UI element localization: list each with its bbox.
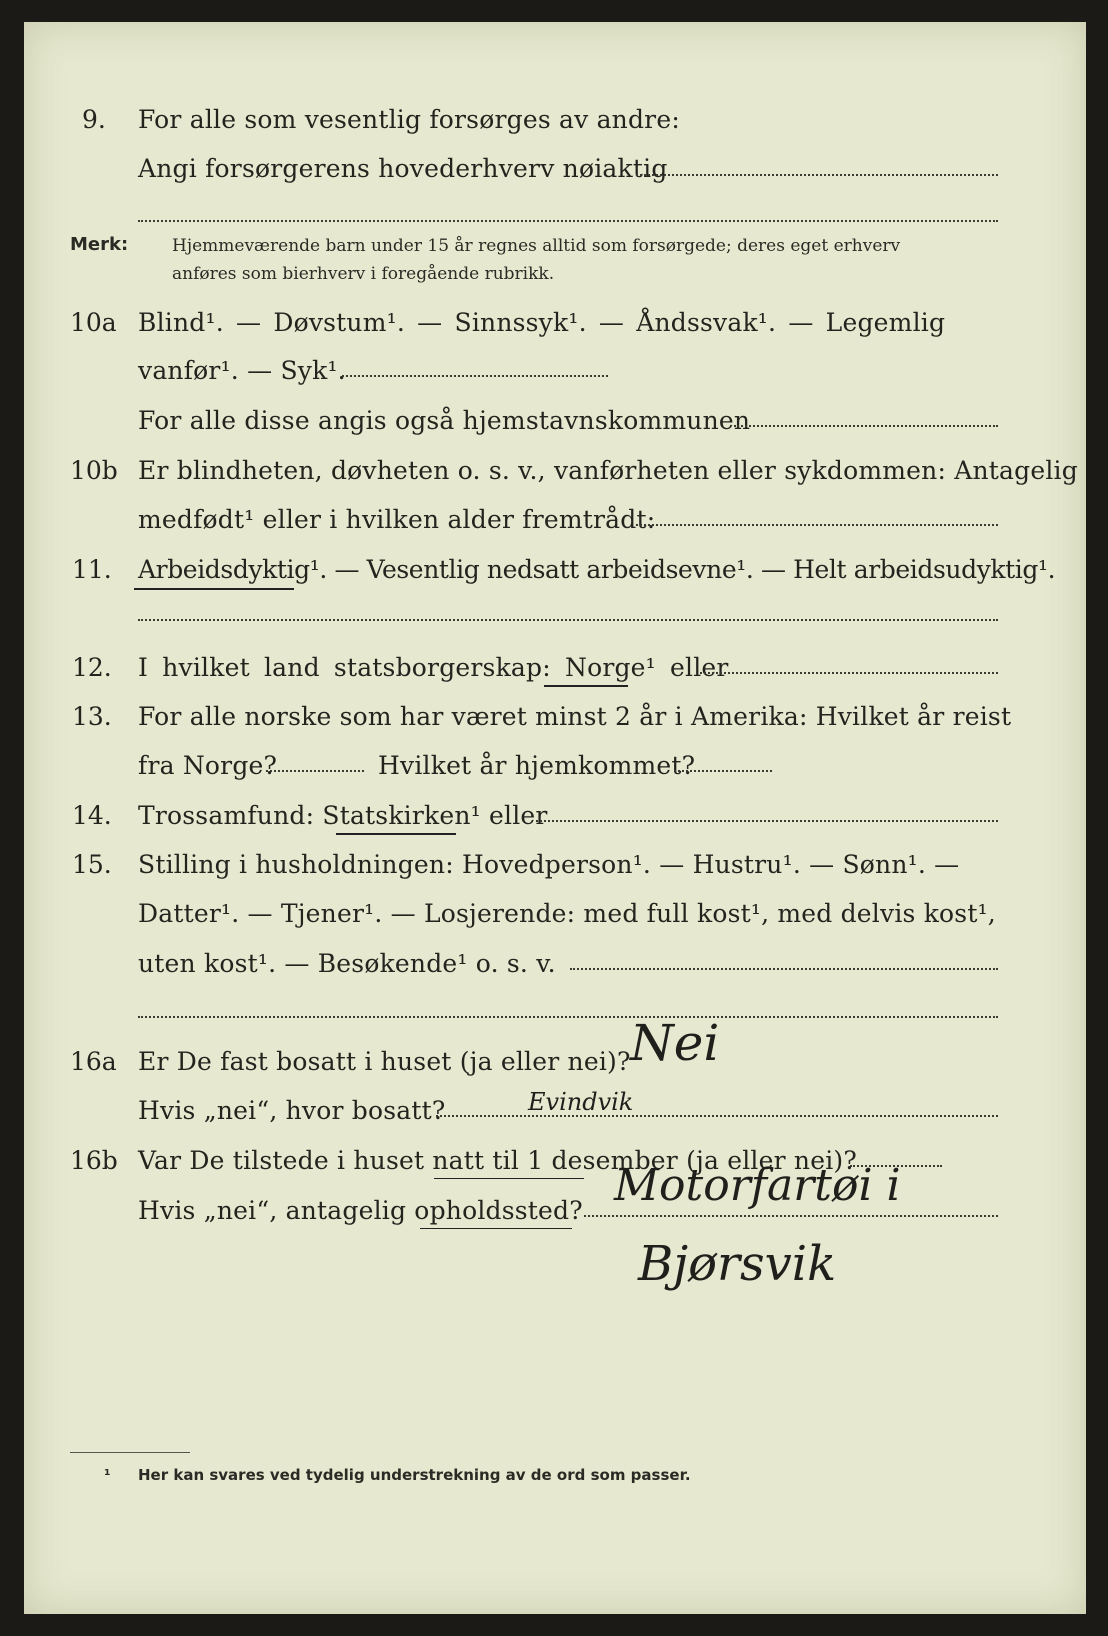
q10b-text-line2: medfødt¹ eller i hvilken alder fremtrådt: <box>138 505 656 534</box>
q10a-text-line3: For alle disse angis også hjemstavnskommunen <box>138 406 751 435</box>
q14-answer-line[interactable] <box>536 820 998 822</box>
q10b-text-line1: Er blindheten, døvheten o. s. v., vanførheten eller sykdommen: Antagelig <box>138 456 1078 485</box>
q16b-handwritten-answer-line2[interactable]: Bjørsvik <box>638 1236 837 1292</box>
q10a-hjemstavn-answer-line[interactable] <box>734 425 998 427</box>
q15-text-line2: Datter¹. — Tjener¹. — Losjerende: med full kost¹, med delvis kost¹, <box>138 899 996 928</box>
q9-text-line2: Angi forsørgerens hovederhverv nøiaktig <box>138 154 668 183</box>
q13-text-line2a: fra Norge? <box>138 751 278 780</box>
q13-text-line1: For alle norske som har været minst 2 år i Amerika: Hvilket år reist <box>138 702 1012 731</box>
q13-reist-answer-line[interactable] <box>266 770 364 772</box>
footnote-text: Her kan svares ved tydelig understrekning av de ord som passer. <box>138 1466 691 1484</box>
q16a-text-line2: Hvis „nei“, hvor bosatt? <box>138 1096 446 1125</box>
q16a-text-line1: Er De fast bosatt i huset (ja eller nei)? <box>138 1047 631 1076</box>
q10b-number: 10b <box>70 456 118 485</box>
q14-underline-mark <box>336 833 456 835</box>
q16a-handwritten-answer[interactable]: Nei <box>630 1014 720 1072</box>
merk-label: Merk: <box>70 234 129 255</box>
footnote-separator <box>70 1452 190 1453</box>
q13-text-line2b: Hvilket år hjemkommet? <box>378 751 696 780</box>
q14-text-line1: Trossamfund: Statskirken¹ eller <box>138 801 548 830</box>
q16b-opholdssted-answer-line[interactable] <box>584 1215 998 1217</box>
q11-underline-mark <box>134 588 294 590</box>
q12-text-line1: I hvilket land statsborgerskap: Norge¹ eller <box>138 653 729 682</box>
q13-hjemkommet-answer-line[interactable] <box>674 770 772 772</box>
census-form-page <box>24 22 1086 1614</box>
q16b-underline-mark-2 <box>420 1228 572 1229</box>
q12-answer-line[interactable] <box>700 672 998 674</box>
q12-number: 12. <box>72 653 112 682</box>
q16b-text-line1: Var De tilstede i huset natt til 1 desember (ja eller nei)? <box>138 1146 857 1175</box>
q15-number: 15. <box>72 850 112 879</box>
q10b-answer-line[interactable] <box>636 524 998 526</box>
q9-answer-line[interactable] <box>636 174 998 176</box>
q11-text-line1: Arbeidsdyktig¹. — Vesentlig nedsatt arbeidsevne¹. — Helt arbeidsudyktig¹. <box>138 555 1056 584</box>
q15-answer-line[interactable] <box>570 968 998 970</box>
q11-number: 11. <box>72 555 112 584</box>
q16b-number: 16b <box>70 1146 118 1175</box>
merk-text-line2: anføres som bierhverv i foregående rubrikk. <box>172 264 555 284</box>
q16a-bosatt-answer-line[interactable] <box>436 1115 998 1117</box>
q15-text-line1: Stilling i husholdningen: Hovedperson¹. — Hustru¹. — Sønn¹. — <box>138 850 960 879</box>
q15-text-line3: uten kost¹. — Besøkende¹ o. s. v. <box>138 949 556 978</box>
q9-number: 9. <box>82 105 106 134</box>
q16a-number: 16a <box>70 1047 117 1076</box>
q10a-text-line1: Blind¹. — Døvstum¹. — Sinnssyk¹. — Åndssvak¹. — Legemlig <box>138 308 946 337</box>
q9-separator-line <box>138 220 998 222</box>
q16b-underline-mark <box>434 1178 584 1179</box>
q10a-number: 10a <box>70 308 117 337</box>
q9-text-line1: For alle som vesentlig forsørges av andre: <box>138 105 680 134</box>
q15-separator-line <box>138 1016 998 1018</box>
q16b-handwritten-answer-line1[interactable]: Motorfartøi i <box>614 1160 901 1211</box>
q11-separator-line <box>138 619 998 621</box>
q16b-text-line2: Hvis „nei“, antagelig opholdssted? <box>138 1196 583 1225</box>
q13-number: 13. <box>72 702 112 731</box>
q16a-handwritten-bosatt[interactable]: Evindvik <box>528 1088 634 1116</box>
merk-text-line1: Hjemmeværende barn under 15 år regnes alltid som forsørgede; deres eget erhverv <box>172 236 901 256</box>
footnote-mark: ¹ <box>104 1466 111 1484</box>
q12-underline-mark <box>544 685 628 687</box>
q14-number: 14. <box>72 801 112 830</box>
q10a-text-line2: vanfør¹. — Syk¹. <box>138 356 346 385</box>
q10a-syk-answer-line[interactable] <box>342 375 608 377</box>
